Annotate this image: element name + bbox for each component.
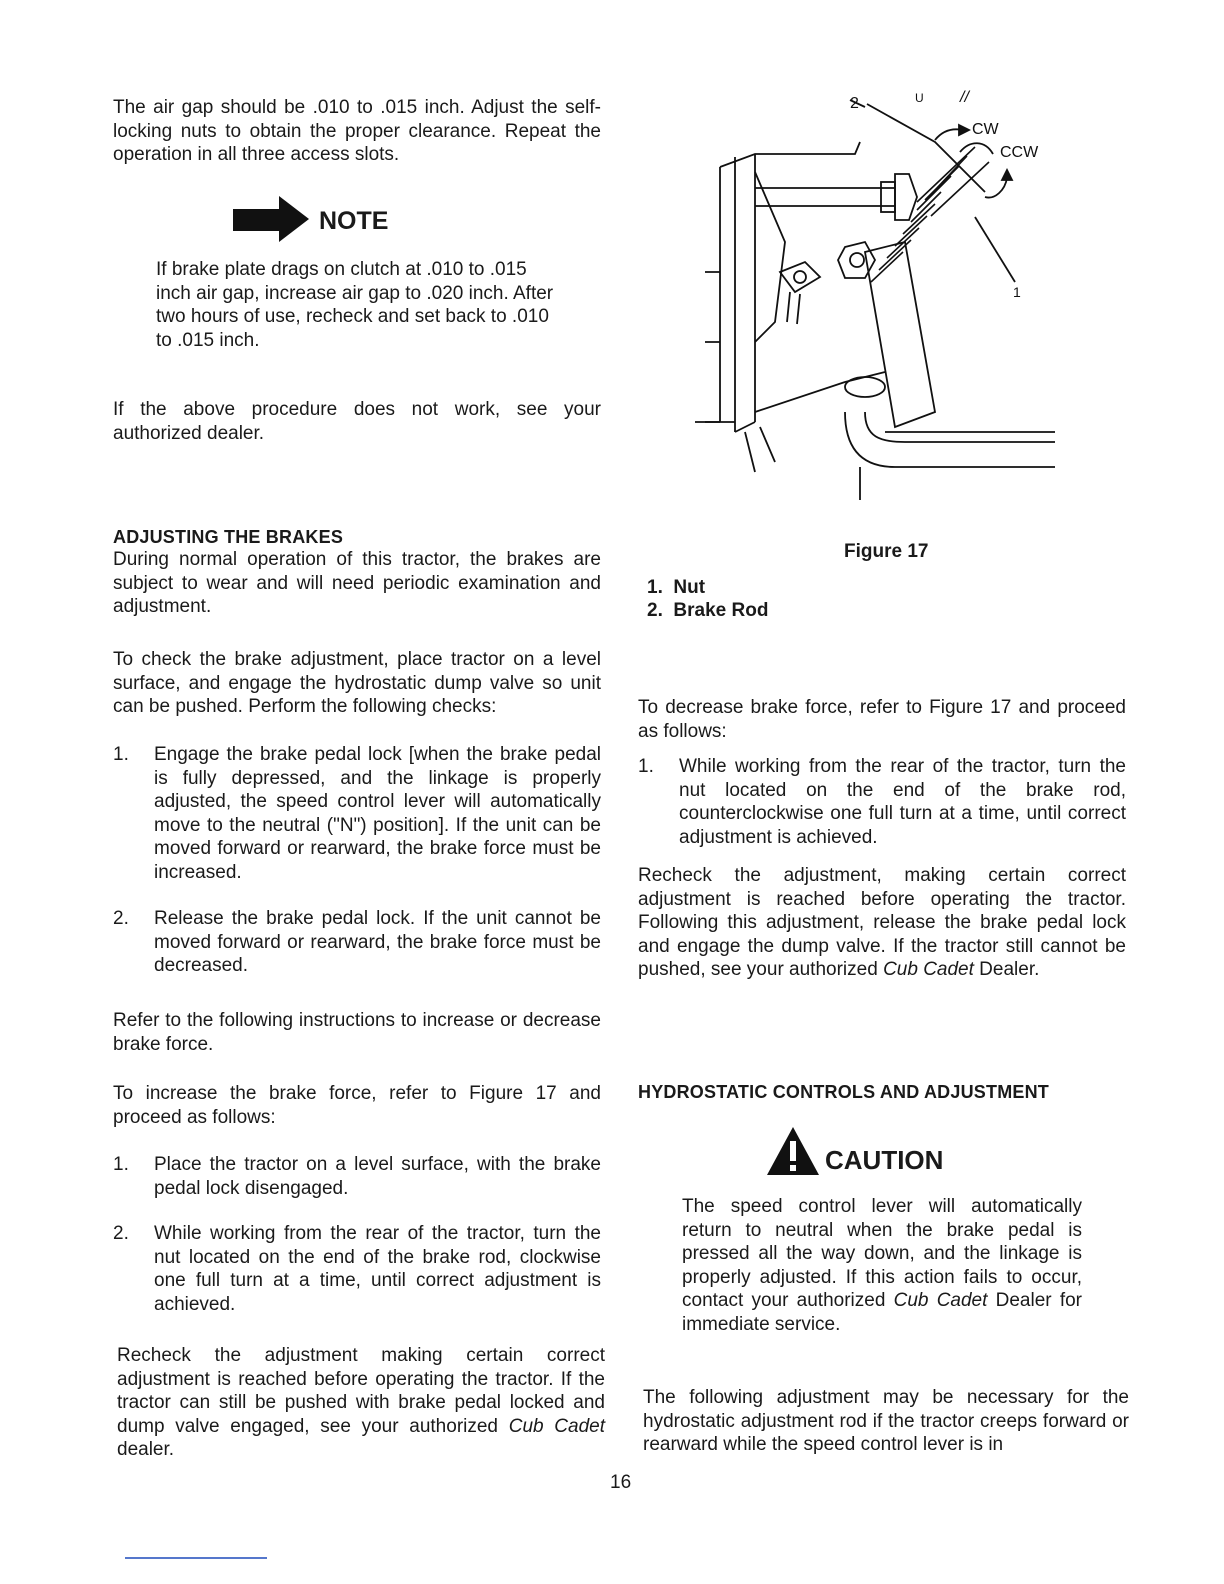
check-item-2 (113, 907, 601, 978)
increase-item-1 (113, 1153, 601, 1200)
check-paragraph: To check the brake adjustment, place tractor on a level surface, and engage the hydrostatic dump valve so unit can be pushed. Perform the following checks: (113, 649, 601, 717)
legend-item-2: 2. Brake Rod (647, 600, 769, 621)
list-number: 1. (638, 756, 654, 777)
decrease-paragraph: To decrease brake force, refer to Figure 17 and proceed as follows: (638, 697, 1126, 742)
list-text: While working from the rear of the tractor, turn the nut located on the end of the brake rod, clockwise one full turn at a time, until correct adjustment is achieved. (154, 1223, 601, 1315)
list-number: 2. (113, 908, 129, 929)
list-text: While working from the rear of the tractor, turn the nut located on the end of the brake rod, counterclockwise one full turn at a time, until correct adjustment is achieved. (679, 756, 1126, 848)
figure-caption: Figure 17 (844, 541, 929, 562)
brand-name: Cub Cadet (893, 1290, 988, 1311)
figure-label-slashes: // (960, 89, 969, 106)
list-number: 1. (113, 1154, 129, 1175)
arrow-icon (231, 192, 311, 242)
increase-item-2 (113, 1222, 601, 1316)
list-text: Engage the brake pedal lock [when the brake pedal is fully depressed, and the linkage is properly adjusted, the speed control lever will automatically move to the neutral ("N") position]. If the unit can be moved forward or rearward, the brake force must be increased. (154, 744, 601, 883)
recheck-paragraph-left: Recheck the adjustment making certain correct adjustment is reached before operating the tractor. If the tractor can still be pushed with brake pedal locked and dump valve engaged, see your authorized Cub Cadet dealer. (117, 1345, 605, 1460)
refer-paragraph: Refer to the following instructions to increase or decrease brake force. (113, 1010, 601, 1055)
brand-name: Cub Cadet (508, 1415, 605, 1437)
list-text: Place the tractor on a level surface, with the brake pedal lock disengaged. (154, 1154, 601, 1199)
adjusting-brakes-heading: ADJUSTING THE BRAKES (113, 527, 344, 547)
page-number: 16 (610, 1472, 632, 1493)
note-label: NOTE (319, 207, 389, 235)
following-paragraph: The following adjustment may be necessary for the hydrostatic adjustment rod if the tractor creeps forward or rearward while the speed control lever is in (643, 1387, 1129, 1455)
list-number: 1. (113, 744, 129, 765)
figure-label-cw: CW (972, 121, 999, 138)
caution-label: CAUTION (825, 1145, 944, 1175)
brand-name: Cub Cadet (883, 959, 974, 980)
recheck-paragraph-right: Recheck the adjustment, making certain correct adjustment is reached before operating the tractor. Following this adjustment, release the brake pedal lock and engage the dump valve. If the tractor still cannot be pushed, see your authorized Cub Cadet Dealer. (638, 865, 1126, 980)
figure-17-illustration (695, 82, 1075, 502)
figure-label-ccw: CCW (1000, 144, 1039, 161)
list-number: 2. (113, 1223, 129, 1244)
caution-text: The speed control lever will automatically return to neutral when the brake pedal is pressed all the way down, and the linkage is properly adjusted. If this action fails to occur, contact your authorized Cub Cadet Dealer for immediate service. (682, 1196, 1082, 1335)
figure-label-u: U (915, 91, 924, 105)
list-text: Release the brake pedal lock. If the unit cannot be moved forward or rearward, the brake force must be decreased. (154, 908, 601, 976)
hydrostatic-heading: HYDROSTATIC CONTROLS AND ADJUSTMENT (638, 1082, 1049, 1102)
check-item-1 (113, 743, 601, 884)
footer-divider (125, 1557, 267, 1559)
increase-paragraph: To increase the brake force, refer to Figure 17 and proceed as follows: (113, 1083, 601, 1128)
adjusting-paragraph: During normal operation of this tractor, the brakes are subject to wear and will need periodic examination and adjustment. (113, 549, 601, 617)
note-text: If brake plate drags on clutch at .010 to .015 inch air gap, increase air gap to .020 inch. After two hours of use, recheck and set back to .010 to .015 inch. (156, 259, 554, 351)
decrease-item-1 (638, 755, 1126, 849)
figure-label-2: 2 (850, 95, 859, 112)
air-gap-paragraph: The air gap should be .010 to .015 inch. Adjust the self-locking nuts to obtain the proper clearance. Repeat the operation in all three access slots. (113, 97, 601, 165)
warning-triangle-icon (765, 1125, 821, 1177)
above-paragraph: If the above procedure does not work, see your authorized dealer. (113, 399, 601, 444)
legend-item-1: 1. Nut (647, 577, 706, 598)
figure-label-1: 1 (1013, 284, 1021, 300)
